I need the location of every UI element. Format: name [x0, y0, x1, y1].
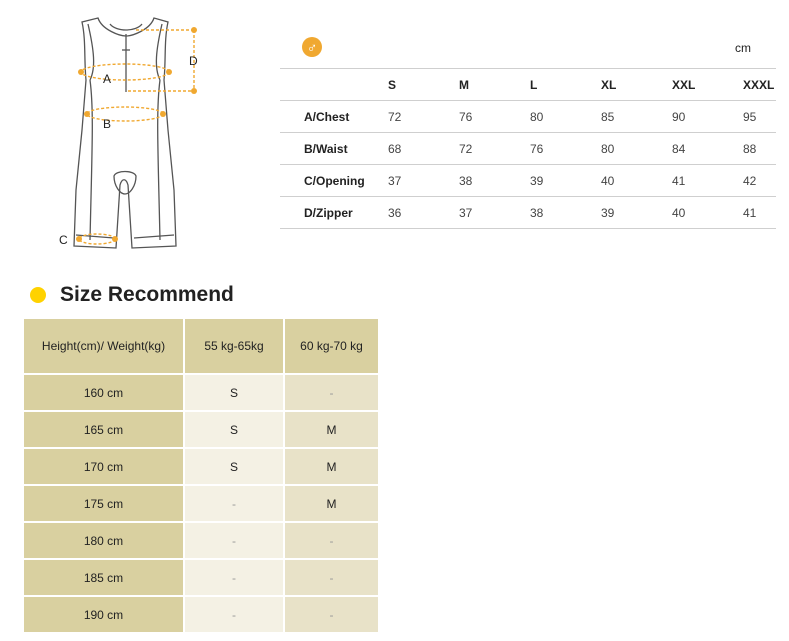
size-cell: M — [285, 486, 378, 521]
height-cell: 160 cm — [24, 375, 183, 410]
cell: 41 — [672, 173, 686, 188]
cell: 88 — [743, 141, 757, 156]
size-row-opening — [280, 164, 776, 196]
header-weight-1: 55 kg-65kg — [185, 319, 283, 373]
cell: 39 — [530, 173, 544, 188]
yellow-dot-icon — [30, 287, 46, 303]
cell: 42 — [743, 173, 757, 188]
cell: 39 — [601, 205, 615, 220]
cell: 38 — [530, 205, 544, 220]
size-col-xxl: XXL — [672, 77, 696, 92]
row-label: C/Opening — [304, 173, 365, 188]
size-cell: - — [185, 560, 283, 595]
size-cell: - — [285, 523, 378, 558]
size-cell: - — [285, 560, 378, 595]
height-cell: 185 cm — [24, 560, 183, 595]
size-col-s: S — [388, 77, 397, 92]
cell: 40 — [601, 173, 615, 188]
cell: 80 — [601, 141, 615, 156]
table-row — [24, 560, 380, 595]
trisuit-diagram — [50, 10, 230, 255]
cell: 68 — [388, 141, 402, 156]
row-label: B/Waist — [304, 141, 348, 156]
size-cell: - — [185, 597, 283, 632]
cell: 84 — [672, 141, 686, 156]
measure-label-a: A — [103, 72, 112, 86]
cell: 36 — [388, 205, 402, 220]
size-col-xl: XL — [601, 77, 617, 92]
size-cell: M — [285, 412, 378, 447]
male-icon: ♂ — [302, 37, 322, 57]
cell: 76 — [530, 141, 544, 156]
cell: 41 — [743, 205, 757, 220]
cell: 72 — [459, 141, 473, 156]
unit-label: cm — [735, 41, 751, 55]
size-cell: S — [185, 449, 283, 484]
table-row — [24, 486, 380, 521]
cell: 95 — [743, 109, 757, 124]
header-height-weight: Height(cm)/ Weight(kg) — [24, 319, 183, 373]
height-cell: 180 cm — [24, 523, 183, 558]
size-row-chest — [280, 100, 776, 132]
row-label: D/Zipper — [304, 205, 353, 220]
size-chart-table — [280, 68, 776, 229]
table-row — [24, 523, 380, 558]
height-cell: 175 cm — [24, 486, 183, 521]
height-cell: 165 cm — [24, 412, 183, 447]
size-cell: S — [185, 412, 283, 447]
cell: 85 — [601, 109, 615, 124]
size-col-m: M — [459, 77, 469, 92]
size-cell: - — [285, 597, 378, 632]
cell: 80 — [530, 109, 544, 124]
size-col-l: L — [530, 77, 538, 92]
table-row — [24, 375, 380, 410]
size-recommend-heading — [30, 283, 234, 307]
header-weight-2: 60 kg-70 kg — [285, 319, 378, 373]
size-row-waist — [280, 132, 776, 164]
cell: 37 — [459, 205, 473, 220]
size-chart-header — [280, 68, 776, 100]
size-cell: - — [285, 375, 378, 410]
section-title: Size Recommend — [60, 283, 234, 306]
cell: 90 — [672, 109, 686, 124]
table-row — [24, 412, 380, 447]
cell: 38 — [459, 173, 473, 188]
row-label: A/Chest — [304, 109, 350, 124]
height-cell: 170 cm — [24, 449, 183, 484]
size-cell: S — [185, 375, 283, 410]
size-col-xxxl: XXXL — [743, 77, 775, 92]
table-row — [24, 597, 380, 632]
size-row-zipper — [280, 196, 776, 229]
size-cell: M — [285, 449, 378, 484]
size-cell: - — [185, 486, 283, 521]
table-row — [24, 449, 380, 484]
measure-label-c: C — [59, 233, 68, 247]
cell: 40 — [672, 205, 686, 220]
measure-label-b: B — [103, 117, 112, 131]
height-cell: 190 cm — [24, 597, 183, 632]
size-recommend-table — [24, 319, 380, 634]
recommend-header-row — [24, 319, 380, 373]
size-cell: - — [185, 523, 283, 558]
cell: 37 — [388, 173, 402, 188]
cell: 76 — [459, 109, 473, 124]
measure-label-d: D — [189, 54, 198, 68]
cell: 72 — [388, 109, 402, 124]
